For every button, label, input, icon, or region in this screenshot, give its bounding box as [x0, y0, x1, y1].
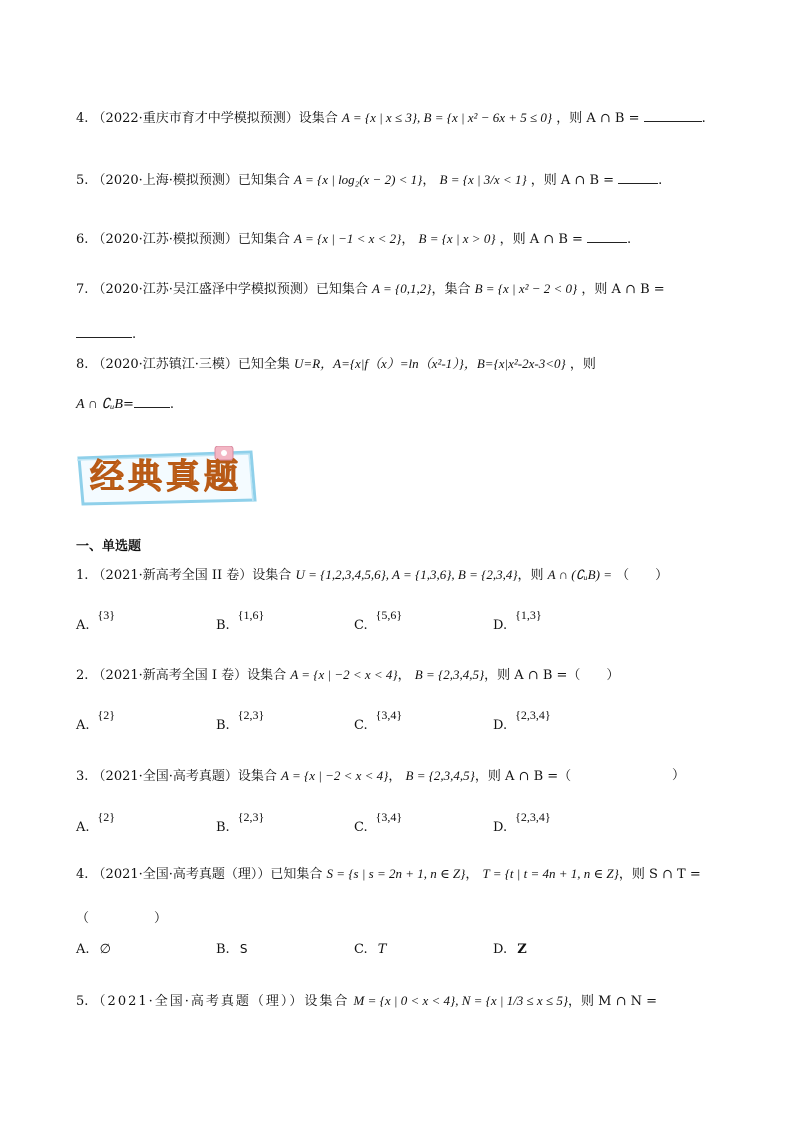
question-sep: ，: [422, 173, 436, 188]
question-source: （2020·江苏镇江·三模）已知全集: [92, 357, 290, 372]
question-tail: ，则 A ∩ B =: [581, 282, 665, 297]
question-source: （2020·江苏·吴江盛泽中学模拟预测）已知集合: [92, 282, 368, 297]
banner-title: 经典真题: [90, 457, 242, 497]
question-number: 2.: [76, 668, 89, 683]
question-math: A = {x | log₂(x − 2) < 1}: [294, 172, 423, 187]
mcq-1-option-d[interactable]: D.{1,3}: [493, 608, 542, 633]
question-tail: ，则 A ∩ B =: [530, 173, 619, 188]
question-number: 3.: [76, 769, 89, 784]
question-sep: ，集合: [431, 282, 471, 297]
question-source: （2021·全国·高考真题）设集合: [92, 769, 277, 784]
question-math-2: A ∩ (∁ᵤB) =: [547, 567, 612, 582]
answer-blank: [644, 108, 702, 122]
question-number: 6.: [76, 232, 89, 247]
question-number: 8.: [76, 357, 89, 372]
question-sep: ，: [388, 769, 402, 784]
question-math-2: T = {t | t = 4n + 1, n ∈ Z}: [482, 866, 619, 881]
question-math: A = {0,1,2}: [372, 281, 432, 296]
question-tail: ，则 S ∩ T =: [618, 867, 701, 882]
mcq-4-stem: [76, 865, 701, 884]
mcq-1-option-b[interactable]: B.{1,6}: [216, 608, 265, 633]
mcq-1-option-a[interactable]: A.{3}: [76, 608, 116, 633]
question-7-blank-line: [76, 324, 136, 344]
question-number: 1.: [76, 568, 89, 583]
question-source: （2020·上海·模拟预测）已知集合: [92, 173, 290, 188]
question-tail: ，则 A ∩ B =: [556, 111, 644, 126]
mcq-5-stem: [76, 992, 657, 1011]
question-tail: ，则 A ∩ B =（: [474, 769, 572, 784]
mcq-3-paren-close: ）: [672, 768, 686, 783]
mcq-3-option-b[interactable]: B.{2,3}: [216, 810, 265, 835]
question-tail-2: =: [122, 397, 134, 412]
question-math-2: B = {x | x > 0}: [418, 231, 496, 246]
mcq-2-option-a[interactable]: A.{2}: [76, 708, 116, 733]
question-math-2: B = {x | x² − 2 < 0}: [474, 281, 578, 296]
question-math: A = {x | x ≤ 3}, B = {x | x² − 6x + 5 ≤ 0}: [341, 110, 553, 125]
question-math-2: A ∩ ∁ᵤB: [76, 397, 123, 412]
mcq-4-option-c[interactable]: C. T: [354, 942, 387, 957]
question-math: U = {1,2,3,4,5,6}, A = {1,3,6}, B = {2,3,4}: [295, 567, 518, 582]
mcq-1-option-c[interactable]: C.{5,6}: [354, 608, 403, 633]
question-source: （2022·重庆市育才中学模拟预测）设集合: [92, 111, 338, 126]
mcq-3-option-c[interactable]: C.{3,4}: [354, 810, 403, 835]
question-math: S = {s | s = 2n + 1, n ∈ Z}: [326, 866, 466, 881]
mcq-3-option-d[interactable]: D.{2,3,4}: [493, 810, 551, 835]
question-8: [76, 355, 596, 374]
question-number: 4.: [76, 867, 89, 882]
mcq-4-option-d[interactable]: D. Z: [493, 942, 527, 957]
question-math: U=R，A={x|f（x）=ln（x²-1）}，B={x|x²-2x-3<0}: [294, 356, 566, 371]
mcq-1-stem: [76, 566, 668, 585]
question-tail: ，则 M ∩ N =: [568, 994, 658, 1009]
question-number: 4.: [76, 111, 89, 126]
mcq-3-stem: [76, 767, 571, 786]
mcq-2-option-d[interactable]: D.{2,3,4}: [493, 708, 551, 733]
mcq-2-stem: [76, 666, 619, 685]
mcq-4-answer-paren: （ ）: [76, 911, 168, 926]
question-number: 5.: [76, 994, 89, 1009]
question-source: （2021·新高考全国 I 卷）设集合: [92, 668, 287, 683]
question-math-2: B = {2,3,4,5}: [405, 768, 475, 783]
answer-blank: [587, 229, 627, 243]
question-7: [76, 280, 665, 299]
question-tail: ，则 A ∩ B =: [499, 232, 588, 247]
question-math: A = {x | −2 < x < 4}: [290, 667, 398, 682]
question-source: （2021·全国·高考真题（理））已知集合: [92, 867, 323, 882]
question-tail: ，则 A ∩ B =（ ）: [484, 668, 620, 683]
question-source: （2021·新高考全国 II 卷）设集合: [92, 568, 292, 583]
question-source: （2021·全国·高考真题（理））设集合: [92, 994, 350, 1009]
section-banner: [75, 446, 257, 508]
question-end: .: [701, 111, 706, 126]
mcq-4-option-b[interactable]: B. S: [216, 942, 248, 957]
question-math: M = {x | 0 < x < 4}, N = {x | 1/3 ≤ x ≤ 5}: [353, 993, 569, 1008]
question-8-line2: [76, 394, 174, 414]
question-number: 5.: [76, 173, 89, 188]
question-end: .: [627, 232, 632, 247]
question-tail: ，则: [517, 568, 544, 583]
mcq-2-option-c[interactable]: C.{3,4}: [354, 708, 403, 733]
question-sep: ，: [401, 232, 415, 247]
mcq-4-option-a[interactable]: A. ∅: [76, 942, 111, 957]
question-math-2: B = {x | 3/x < 1}: [439, 172, 527, 187]
section-heading: 一、单选题: [76, 539, 142, 554]
answer-paren: （ ）: [616, 568, 669, 583]
answer-blank: [618, 170, 658, 184]
question-4: [76, 108, 706, 128]
question-6: [76, 229, 631, 249]
question-end: .: [132, 327, 137, 342]
question-math: A = {x | −2 < x < 4}: [281, 768, 389, 783]
question-5: [76, 170, 662, 190]
mcq-2-option-b[interactable]: B.{2,3}: [216, 708, 265, 733]
question-tail: ，则: [569, 357, 596, 372]
question-end: .: [658, 173, 663, 188]
question-number: 7.: [76, 282, 89, 297]
answer-blank: [134, 394, 170, 408]
answer-blank: [76, 324, 132, 338]
question-sep: ，: [397, 668, 411, 683]
question-sep: ，: [465, 867, 479, 882]
question-source: （2020·江苏·模拟预测）已知集合: [92, 232, 290, 247]
question-end: .: [169, 397, 175, 412]
mcq-3-option-a[interactable]: A.{2}: [76, 810, 116, 835]
question-math: A = {x | −1 < x < 2}: [294, 231, 402, 246]
question-math-2: B = {2,3,4,5}: [414, 667, 485, 682]
